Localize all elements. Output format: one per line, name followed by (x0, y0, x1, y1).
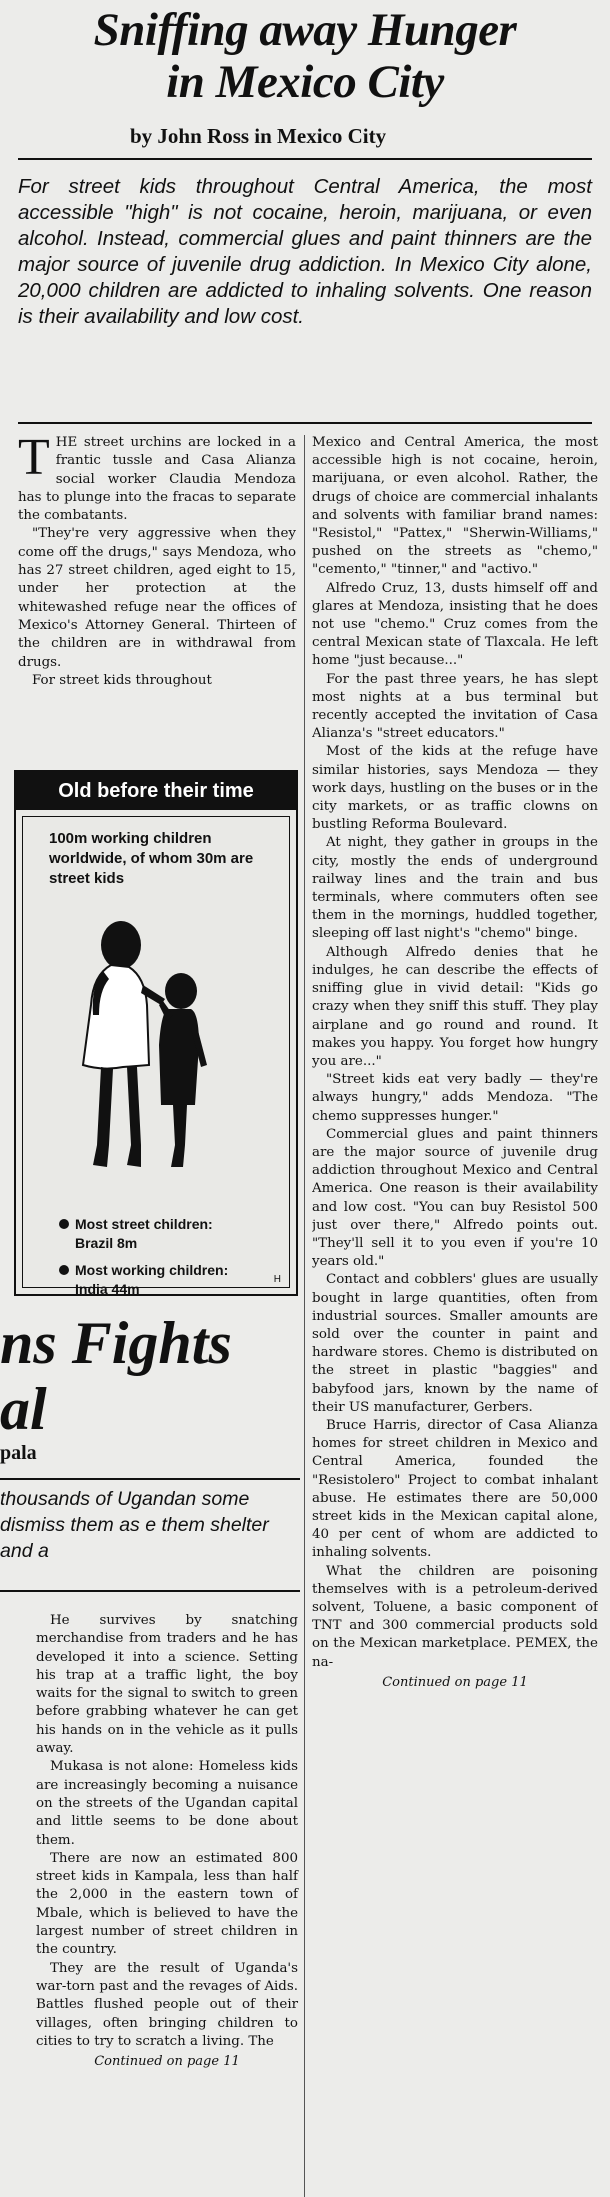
infobox-bullet-street: Most street children: Brazil 8m (75, 1215, 213, 1253)
continued-note: Continued on page 11 (94, 2054, 240, 2070)
infobox-title: Old before their time (16, 772, 296, 810)
byline: by John Ross in Mexico City (130, 124, 387, 148)
infobox-bullet-working: Most working children: India 44m (75, 1261, 228, 1299)
article-paragraph: Mukasa is not alone: Homeless kids are increasingly becoming a nuisance on the streets of the Ugandan capital and little seems to be done about them. (36, 1759, 298, 1848)
second-story (0, 1300, 302, 2197)
bullet-dot-icon (59, 1265, 69, 1275)
standfirst: For street kids throughout Central America, the most accessible "high" is not cocaine, heroin, marijuana, or even alcohol. Instead, commercial glues and paint thinners are the major source of juvenile drug addiction. In Mexico City alone, 20,000 children are addicted to inhaling solvents. One reason is their availability and low cost. (18, 175, 592, 328)
article-paragraph: Most of the kids at the refuge have similar histories, says Mendoza — they work days, hustling on the buses or in the city markets, or as traffic clowns on bustling Reforma Boulevard. (312, 744, 598, 833)
infobox-lead: 100m working children worldwide, of whom 30m are street kids (49, 830, 254, 887)
article-paragraph: "Street kids eat very badly — they're always hungry," adds Mendoza. "The chemo suppresses hunger." (312, 1072, 598, 1124)
article-paragraph: For street kids throughout (32, 672, 212, 688)
children-silhouette (63, 895, 243, 1195)
second-byline: pala (0, 1442, 37, 1464)
second-column (36, 1612, 298, 2071)
article-paragraph: "They're very aggressive when they come off the drugs," says Mendoza, who has 27 street children, aged eight to 15, under her protection at the whitewashed refuge near the offices of Mexico's Attorney General. Thirteen of the children are in withdrawal from drugs. (18, 526, 296, 670)
right-column (312, 434, 598, 2197)
headline (10, 4, 600, 108)
bullet-dot-icon (59, 1219, 69, 1229)
article-paragraph: For the past three years, he has slept most nights at a bus terminal but recently accepted the invitation of Casa Alianza's "street educators." (312, 671, 598, 742)
article-paragraph: THE street urchins are locked in a frantic tussle and Casa Alianza social worker Claudia Mendoza has to plunge into the fracas to separate the combatants. (18, 429, 296, 524)
article-paragraph: Although Alfredo denies that he indulges, he can describe the effects of sniffing glue in vivid detail: "Kids go crazy when they sniff this stuff. They play airplane and go round and round. It makes you happy. You forget how hungry you are..." (312, 944, 598, 1069)
dropcap: T (18, 429, 50, 486)
continued-note: Continued on page 11 (382, 1674, 528, 1690)
second-rule-bottom (0, 1590, 300, 1592)
left-column-top (18, 429, 296, 690)
article-paragraph: They are the result of Uganda's war-torn past and the revages of Aids. Battles flushed people out of their villages, often bringing children to cities to try to scratch a living. The (36, 1960, 298, 2049)
infobox (14, 770, 298, 1296)
second-rule (0, 1478, 300, 1480)
top-rule (18, 158, 592, 160)
article-paragraph: Bruce Harris, director of Casa Alianza homes for street children in Mexico and Central America, founded the "Resistolero" Project to combat inhalant abuse. He estimates there are 50,000 street kids in the Mexican capital alone, 40 per cent of whom are addicted to inhaling solvents. (312, 1417, 598, 1561)
infobox-credit: H (273, 1274, 281, 1285)
article-paragraph: What the children are poisoning themselves with is a petroleum-derived solvent, Toluene, a basic component of TNT and 300 commercial products sold on the Mexican marketplace. PEMEX, the na- (312, 1563, 598, 1670)
headline-line-2: in Mexico City (166, 56, 444, 108)
column-divider (304, 435, 305, 2197)
article-paragraph: At night, they gather in groups in the city, mostly the ends of underground railway lines and the train and bus terminals, where commuters often see them in the mornings, huddled together, sleeping off last night's "chemo" binge. (312, 835, 598, 942)
headline-line-1: Sniffing away Hunger (93, 4, 517, 56)
article-paragraph: Commercial glues and paint thinners are the major source of juvenile drug addiction throughout Mexico and Central America. One reason is their availability and low cost. "You can buy Resistol 500 just over there," Alfredo points out. "They'll sell it to you even if you're 10 years old." (312, 1126, 598, 1270)
article-paragraph: Contact and cobblers' glues are usually bought in large quantities, often from industrial sources. Smaller amounts are sold over the counter in paint and hardware stores. Chemo is distributed on the street in plastic "baggies" and babyfood jars, known by the name of their US manufacturer, Gerbers. (312, 1272, 598, 1415)
article-paragraph: Mexico and Central America, the most accessible high is not cocaine, heroin, marijuana, or even alcohol. Rather, the drugs of choice are commercial inhalants and solvents with familiar brand names: "Resistol," "Pattex," "Sherwin-Williams," pushed on the streets as "chemo," "cemento," "tinner," and "activo." (312, 435, 598, 578)
article-paragraph: He survives by snatching merchandise from traders and he has developed it into a science. Setting his trap at a traffic light, the boy waits for the signal to switch to green before grabbing whatever he can get his hands on in the vehicle as it pulls away. (36, 1613, 298, 1757)
standfirst-rule (18, 422, 592, 424)
second-headline: ns Fights al (0, 1310, 232, 1442)
article-paragraph: There are now an estimated 800 street kids in Kampala, less than half the 2,000 in the eastern town of Mbale, which is believed to have the largest number of street children in the country. (36, 1850, 298, 1958)
article-paragraph: Alfredo Cruz, 13, dusts himself off and glares at Mendoza, insisting that he does not use "chemo." Cruz comes from the central Mexican state of Tlaxcala. He left home "just because..." (312, 580, 598, 669)
infobox-inner (22, 816, 290, 1297)
second-standfirst: thousands of Ugandan some dismiss them as e them shelter and a (0, 1488, 269, 1562)
